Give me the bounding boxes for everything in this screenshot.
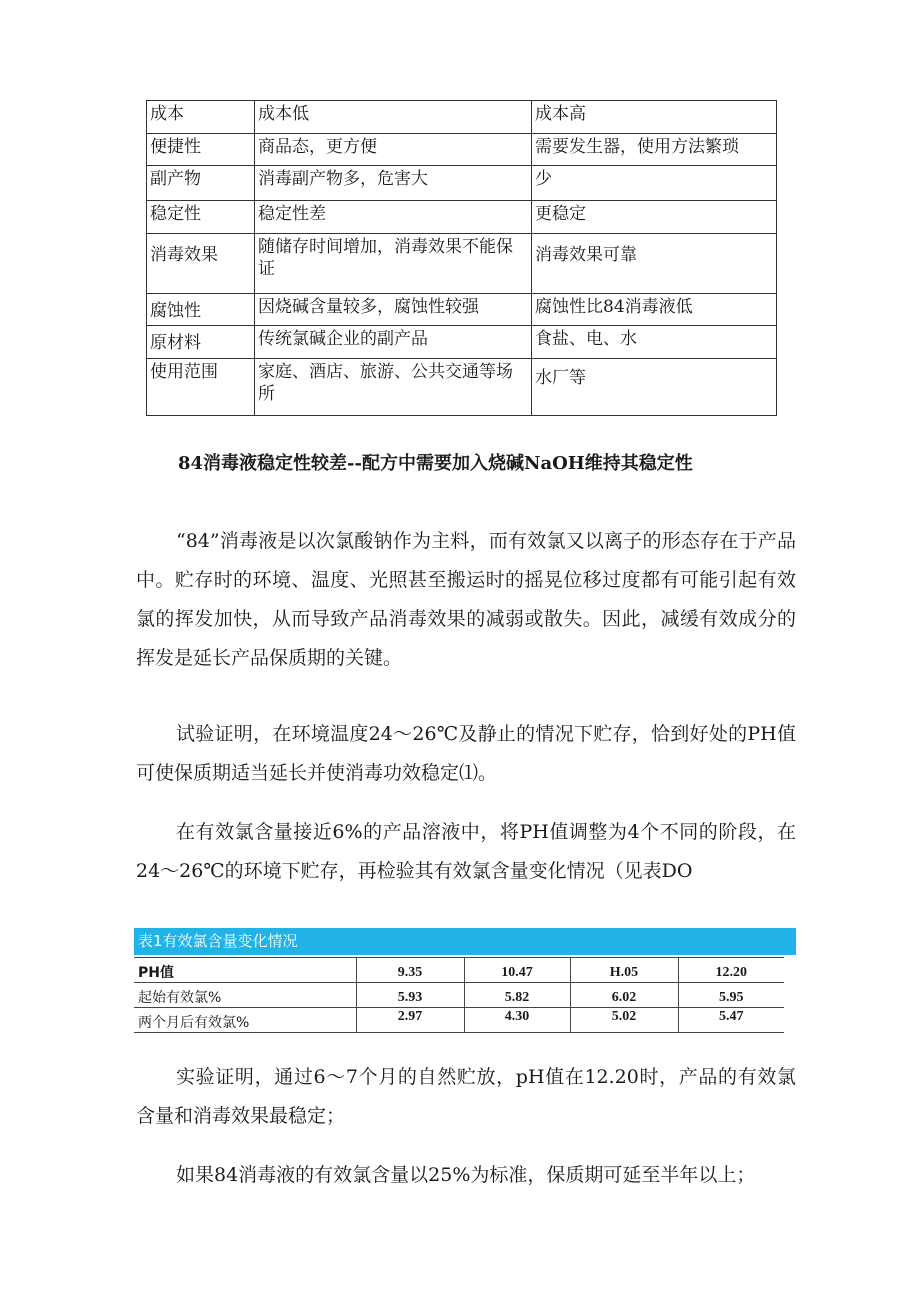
- comparison-table: [146, 100, 777, 416]
- table-cell: 稳定性差: [255, 201, 532, 234]
- table-cell: 成本低: [255, 101, 532, 134]
- table-row: [147, 234, 777, 294]
- paragraph: 实验证明，通过6〜7个月的自然贮放，pH值在12.20时，产品的有效氯含量和消毒效果最稳定；: [136, 1066, 796, 1127]
- table-row: [147, 326, 777, 359]
- table-cell: 5.93: [356, 983, 464, 1008]
- table-cell: 需要发生器，使用方法繁琐: [532, 134, 777, 166]
- table-cell: 更稳定: [532, 201, 777, 234]
- table-cell: 家庭、酒店、旅游、公共交通等场所: [255, 359, 532, 416]
- paragraph: 在有效氯含量接近6%的产品溶液中，将PH值调整为4个不同的阶段，在24〜26℃的环境下贮存，再检验其有效氯含量变化情况（见表DO: [136, 821, 796, 882]
- table-row: [147, 359, 777, 416]
- table-cell: 5.02: [570, 1008, 678, 1033]
- table1-title: 表1有效氯含量变化情况: [134, 928, 796, 955]
- table-cell: 5.47: [678, 1008, 784, 1033]
- table-cell: 6.02: [570, 983, 678, 1008]
- table-cell: 随储存时间增加，消毒效果不能保证: [255, 234, 532, 294]
- table-cell: 商品态，更方便: [255, 134, 532, 166]
- table-cell: 使用范围: [147, 359, 255, 416]
- table-cell: 原材料: [147, 326, 255, 359]
- table-cell: PH值: [134, 958, 356, 983]
- table-cell: 因烧碱含量较多，腐蚀性较强: [255, 294, 532, 326]
- paragraph: 如果84消毒液的有效氯含量以25%为标准，保质期可延至半年以上；: [176, 1164, 756, 1186]
- table-cell: 腐蚀性: [147, 294, 255, 326]
- table-cell: 两个月后有效氯%: [134, 1008, 356, 1033]
- table-cell: 4.30: [464, 1008, 570, 1033]
- table-cell: 消毒效果可靠: [532, 234, 777, 294]
- table-cell: 少: [532, 166, 777, 201]
- table-cell: 成本高: [532, 101, 777, 134]
- table-cell: 便捷性: [147, 134, 255, 166]
- paragraph: “84”消毒液是以次氯酸钠作为主料，而有效氯又以离子的形态存在于产品中。贮存时的环境、温度、光照甚至搬运时的摇晃位移过度都有可能引起有效氯的挥发加快，从而导致产品消毒效果的减弱或散失。因此，减缓有效成分的挥发是延长产品保质期的关键。: [136, 530, 796, 669]
- table-cell: 5.82: [464, 983, 570, 1008]
- table-cell: 消毒效果: [147, 234, 255, 294]
- table-cell: 12.20: [678, 958, 784, 983]
- table1: [134, 957, 784, 1033]
- table-cell: 消毒副产物多，危害大: [255, 166, 532, 201]
- table-cell: 水厂等: [532, 359, 777, 416]
- table-row: [147, 166, 777, 201]
- table-cell: 成本: [147, 101, 255, 134]
- paragraph: 试验证明，在环境温度24〜26℃及静止的情况下贮存，恰到好处的PH值可使保质期适当延长并使消毒功效稳定⑴。: [136, 723, 796, 784]
- table-cell: 副产物: [147, 166, 255, 201]
- table-row: [147, 294, 777, 326]
- table-cell: 起始有效氯%: [134, 983, 356, 1008]
- table-row: [147, 101, 777, 134]
- table-row: [134, 958, 784, 983]
- table-cell: 9.35: [356, 958, 464, 983]
- table-row: [147, 134, 777, 166]
- table-row: [134, 983, 784, 1008]
- table-cell: 稳定性: [147, 201, 255, 234]
- table-cell: 传统氯碱企业的副产品: [255, 326, 532, 359]
- table-cell: 10.47: [464, 958, 570, 983]
- table-row: [147, 201, 777, 234]
- table-cell: 2.97: [356, 1008, 464, 1033]
- table-row: [134, 1008, 784, 1033]
- table-cell: 5.95: [678, 983, 784, 1008]
- table-cell: 食盐、电、水: [532, 326, 777, 359]
- section-heading: 84消毒液稳定性较差--配方中需要加入烧碱NaOH维持其稳定性: [178, 453, 693, 474]
- table-cell: H.05: [570, 958, 678, 983]
- table-cell: 腐蚀性比84消毒液低: [532, 294, 777, 326]
